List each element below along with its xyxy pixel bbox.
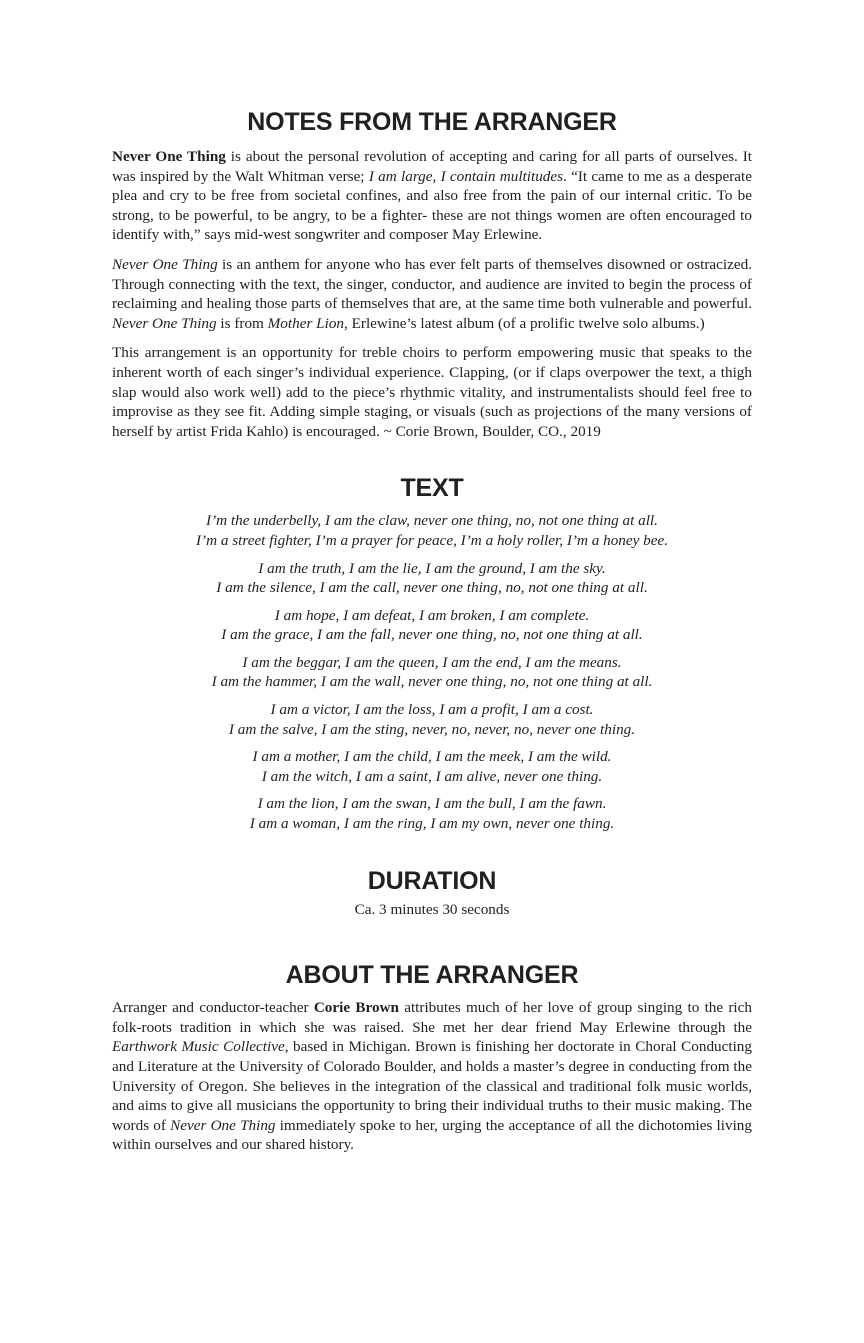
lyric-line: I am the witch, I am a saint, I am alive, never one thing. xyxy=(261,767,603,785)
stanza xyxy=(112,653,752,692)
lyric-line: I’m the underbelly, I am the claw, never one thing, no, not one thing at all. xyxy=(206,512,658,530)
notes-p1-text-a: is about the personal revolution of accepting and caring for all parts of ourselves. It was inspired by the Walt Whitman verse; xyxy=(112,148,752,185)
notes-paragraph-2 xyxy=(112,255,752,333)
lyric-line: I am the silence, I am the call, never one thing, no, not one thing at all. xyxy=(216,579,648,597)
song-title-italic-2: Never One Thing xyxy=(112,314,217,332)
duration-value: Ca. 3 minutes 30 seconds xyxy=(354,900,510,918)
about-text-c: , based in Michigan. Brown is finishing her doctorate in Choral Conducting and Literature at the University of Colorado Boulder, and holds a master’s degree in conducting from the University of Oregon. She believes in the integration of the classical and traditional folk music worlds, and aims to give all musicians the opportunity to bring their individual truths to their music making. The words of xyxy=(112,1038,752,1134)
stanza xyxy=(112,794,752,833)
album-title: Mother Lion xyxy=(267,314,345,332)
about-text-d: immediately spoke to her, urging the acceptance of all the dichotomies living within ourselves and our shared history. xyxy=(112,1116,752,1154)
song-title-bold: Never One Thing xyxy=(112,148,226,165)
stanza xyxy=(112,747,752,786)
lyric-line: I am the salve, I am the sting, never, no, never, no, never one thing. xyxy=(228,720,636,738)
notes-p2-text-a: is an anthem for anyone who has ever felt parts of themselves disowned or ostracized. Through connecting with the text, the singer, conductor, and audience are invited to begin the process of reclaiming and healing those parts of themselves that are, at the same time both vulnerable and powerful. xyxy=(112,255,752,313)
about-heading: ABOUT THE ARRANGER xyxy=(285,961,579,990)
lyric-line: I am the grace, I am the fall, never one thing, no, not one thing at all. xyxy=(221,626,643,644)
lyric-line: I am the hammer, I am the wall, never one thing, no, not one thing at all. xyxy=(211,673,653,691)
lyric-line: I’m a street fighter, I’m a prayer for peace, I’m a holy roller, I’m a honey bee. xyxy=(195,531,669,549)
notes-p2-text-c: , Erlewine’s latest album (of a prolific twelve solo albums.) xyxy=(344,314,705,332)
collective-name: Earthwork Music Collective xyxy=(112,1038,285,1056)
whitman-quote: I am large, I contain multitudes xyxy=(368,167,564,185)
about-text-a: Arranger and conductor-teacher xyxy=(112,999,314,1017)
stanza xyxy=(112,559,752,598)
notes-paragraph-1 xyxy=(112,147,752,245)
lyric-line: I am a woman, I am the ring, I am my own, never one thing. xyxy=(249,815,615,833)
lyrics-block xyxy=(112,511,752,833)
notes-heading: NOTES FROM THE ARRANGER xyxy=(247,108,617,136)
about-paragraph xyxy=(112,998,752,1155)
stanza xyxy=(112,606,752,645)
lyric-line: I am the lion, I am the swan, I am the bull, I am the fawn. xyxy=(257,795,607,813)
song-title-italic-3: Never One Thing xyxy=(170,1116,276,1134)
notes-p2-text-b: is from xyxy=(216,314,268,332)
duration-heading: DURATION xyxy=(367,866,497,895)
lyric-line: I am a victor, I am the loss, I am a profit, I am a cost. xyxy=(270,701,594,719)
notes-paragraph-3: This arrangement is an opportunity for treble choirs to perform empowering music that speaks to the inherent worth of each singer’s individual experience. Clapping, (or if claps overpower the text, a thigh slap would also work well) add to the piece’s rhythmic vitality, and instrumentalists should feel free to improvise as they see fit. Adding simple staging, or visuals (such as projections of the many versions of herself by artist Frida Kahlo) is encouraged. ~ Corie Brown, Boulder, CO., 2019 xyxy=(112,344,752,440)
arranger-name: Corie Brown xyxy=(313,999,399,1017)
document-page xyxy=(112,105,752,1165)
text-heading: TEXT xyxy=(400,474,464,503)
lyric-line: I am the beggar, I am the queen, I am the end, I am the means. xyxy=(242,653,622,671)
song-title-italic: Never One Thing xyxy=(112,255,218,273)
lyric-line: I am a mother, I am the child, I am the meek, I am the wild. xyxy=(252,748,612,766)
stanza xyxy=(112,511,752,550)
notes-p1-text-b: . “It came to me as a desperate plea and cry to be free from societal confines, and also free from the pain of our internal critic. To be strong, to be powerful, to be angry, to be a fighter- these are not things women are often encouraged to identify with,” says mid-west songwriter and composer May Erlewine. xyxy=(112,167,752,244)
lyric-line: I am the truth, I am the lie, I am the ground, I am the sky. xyxy=(258,559,606,577)
about-text-b: attributes much of her love of group singing to the rich folk-roots tradition in which she was raised. She met her dear friend May Erlewine through the xyxy=(112,999,752,1036)
lyric-line: I am hope, I am defeat, I am broken, I am complete. xyxy=(274,606,590,624)
stanza xyxy=(112,700,752,739)
